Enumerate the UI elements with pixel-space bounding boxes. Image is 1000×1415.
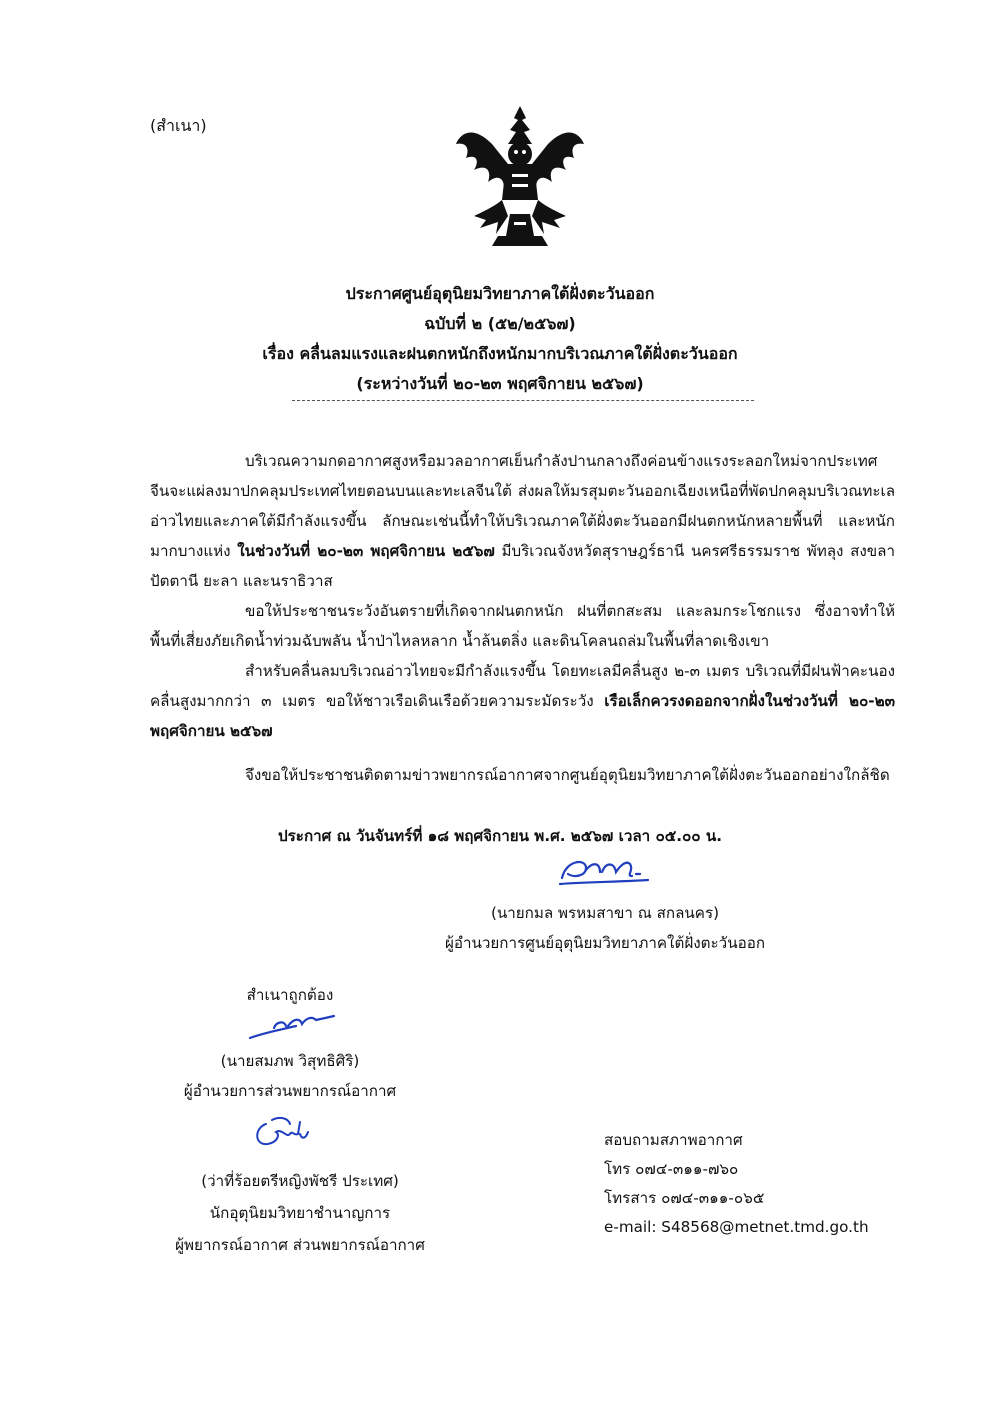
body-text: [150, 446, 895, 746]
certifier-name: (นายสมภพ วิสุทธิศิริ): [220, 1052, 360, 1070]
announcement-subject: เรื่อง คลื่นลมแรงและฝนตกหนักถึงหนักมากบริเวณภาคใต้ฝั่งตะวันออก: [262, 344, 738, 363]
contact-tel: โทร ๐๗๔-๓๑๑-๗๖๐: [604, 1160, 739, 1178]
paragraph-2: ขอให้ประชาชนระวังอันตรายที่เกิดจากฝนตกหนัก ฝนที่ตกสะสม และลมกระโชกแรง ซึ่งอาจทำให้พื้นที่เสี่ยงภัยเกิดน้ำท่วมฉับพลัน น้ำป่าไหลหลาก น้ำล้นตลิ่ง และดินโคลนถล่มในพื้นที่ลาดเชิงเขา: [150, 602, 895, 650]
forecaster-signature-icon: [250, 1114, 312, 1154]
certifier-signature-icon: [246, 1012, 338, 1042]
director-position: ผู้อำนวยการศูนย์อุตุนิยมวิทยาภาคใต้ฝั่งตะวันออก: [444, 934, 766, 952]
contact-fax: โทรสาร ๐๗๔-๓๑๑-๐๖๕: [604, 1189, 765, 1207]
certifier-position: ผู้อำนวยการส่วนพยากรณ์อากาศ: [183, 1082, 397, 1100]
certified-copy-label: สำเนาถูกต้อง: [246, 986, 334, 1004]
forecaster-position: นักอุตุนิยมวิทยาชำนาญการ: [209, 1204, 391, 1222]
paragraph-1: บริเวณความกดอากาศสูงหรือมวลอากาศเย็นกำลังปานกลางถึงค่อนข้างแรงระลอกใหม่จากประเทศจีนจะแผ่ลงมาปกคลุมประเทศไทยตอนบนและทะเลจีนใต้ ส่งผลให้มรสุมตะวันออกเฉียงเหนือที่พัดปกคลุมบริเวณทะเลอ่าวไทยและภาคใต้มีกำลังแรงขึ้น ลักษณะเช่นนี้ทำให้บริเวณภาคใต้ฝั่งตะวันออกมีฝนตกหนักหลายพื้นที่ และหนักมากบางแห่ง ในช่วงวันที่ ๒๐-๒๓ พฤศจิกายน ๒๕๖๗ มีบริเวณจังหวัดสุราษฎร์ธานี นครศรีธรรมราช พัทลุง สงขลา ปัตตานี ยะลา และนราธิวาส: [150, 452, 895, 590]
contact-email[interactable]: e-mail: S48568@metnet.tmd.go.th: [604, 1218, 869, 1236]
announcement-period: (ระหว่างวันที่ ๒๐-๒๓ พฤศจิกายน ๒๕๖๗): [356, 374, 644, 393]
announced-date: ประกาศ ณ วันจันทร์ที่ ๑๘ พฤศจิกายน พ.ศ. ๒๕๖๗ เวลา ๐๕.๐๐ น.: [277, 827, 722, 845]
contact-info: [604, 1126, 869, 1242]
announcement-issue: ฉบับที่ ๒ (๕๒/๒๕๖๗): [424, 314, 576, 333]
garuda-emblem-icon: [452, 104, 588, 250]
director-name: (นายกมล พรหมสาขา ณ สกลนคร): [490, 904, 720, 922]
forecaster-name: (ว่าที่ร้อยตรีหญิงพัชรี ประเทศ): [201, 1172, 399, 1190]
divider: [292, 400, 754, 401]
director-signature-icon: [556, 852, 652, 890]
contact-heading: สอบถามสภาพอากาศ: [604, 1131, 743, 1149]
paragraph-3: สำหรับคลื่นลมบริเวณอ่าวไทยจะมีกำลังแรงขึ้น โดยทะเลมีคลื่นสูง ๒-๓ เมตร บริเวณที่มีฝนฟ้าคะนองคลื่นสูงมากกว่า ๓ เมตร ขอให้ชาวเรือเดินเรือด้วยความระมัดระวัง เรือเล็กควรงดออกจากฝั่งในช่วงวันที่ ๒๐-๒๓ พฤศจิกายน ๒๕๖๗: [150, 662, 895, 740]
paragraph-4: จึงขอให้ประชาชนติดตามข่าวพยากรณ์อากาศจากศูนย์อุตุนิยมวิทยาภาคใต้ฝั่งตะวันออกอย่างใกล้ชิด: [245, 766, 890, 784]
copy-mark: (สำเนา): [150, 116, 207, 135]
announcement-title: ประกาศศูนย์อุตุนิยมวิทยาภาคใต้ฝั่งตะวันออก: [345, 284, 655, 303]
forecaster-department: ผู้พยากรณ์อากาศ ส่วนพยากรณ์อากาศ: [175, 1236, 425, 1254]
